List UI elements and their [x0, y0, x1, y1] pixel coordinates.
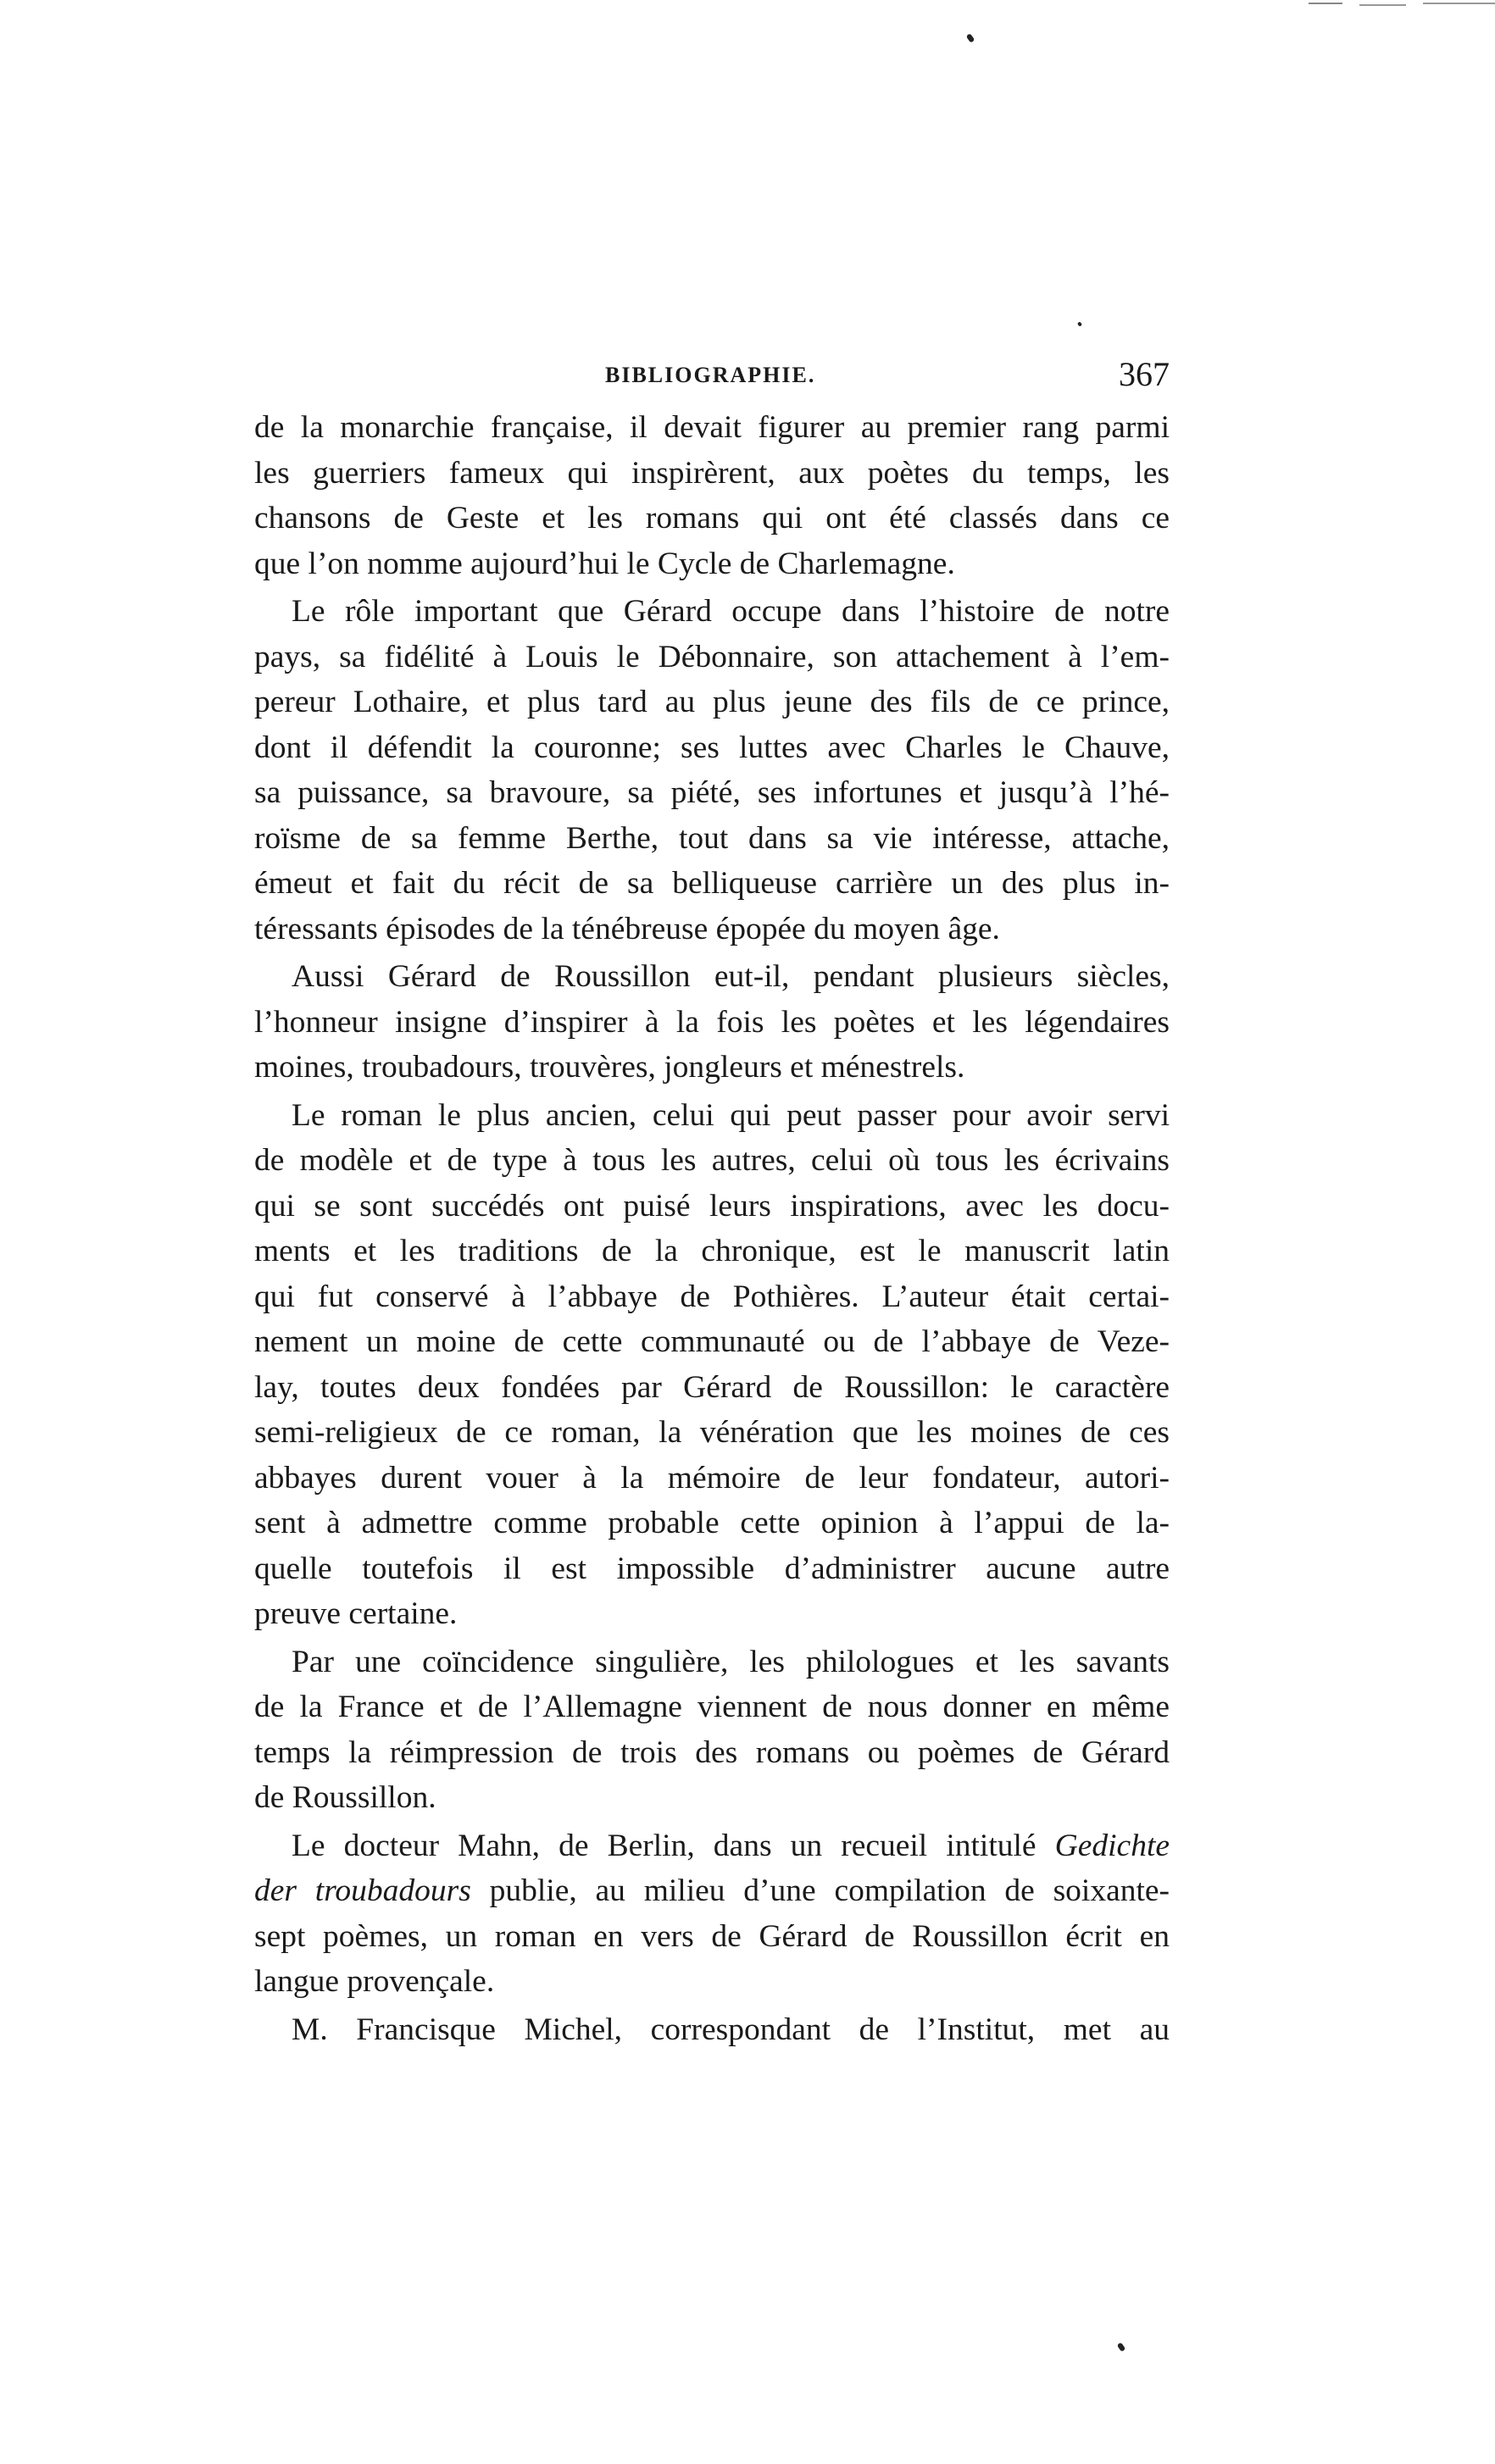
text-line: moines, troubadours, trouvères, jongleurs et ménestrels. — [254, 1050, 965, 1085]
paragraph — [254, 1640, 1170, 1821]
text-line: sent à admettre comme probable cette opinion à l’appui de la- — [254, 1506, 1170, 1540]
ink-speck — [966, 33, 975, 43]
text-line — [254, 1868, 1170, 1914]
text-line: qui fut conservé à l’abbaye de Pothières. L’auteur était certai- — [254, 1279, 1170, 1314]
text-line: M. Francisque Michel, correspondant de l’Institut, met au — [292, 2012, 1170, 2047]
text-line — [254, 1823, 1170, 1869]
text-line: chansons de Geste et les romans qui ont été classés dans ce — [254, 501, 1170, 536]
text-line: Par une coïncidence singulière, les philologues et les savants — [292, 1644, 1170, 1679]
text-line: dont il défendit la couronne; ses luttes avec Charles le Chauve, — [254, 730, 1170, 765]
text-line: pereur Lothaire, et plus tard au plus jeune des fils de ce prince, — [254, 685, 1170, 719]
italic-title: Gedichte — [1054, 1828, 1170, 1863]
text-line: l’honneur insigne d’inspirer à la fois les poètes et les légendaires — [254, 1004, 1170, 1040]
paragraph — [254, 954, 1170, 1090]
text-line: sa puissance, sa bravoure, sa piété, ses infortunes et jusqu’à l’hé- — [254, 775, 1170, 810]
text-line: que l’on nomme aujourd’hui le Cycle de Charlemagne. — [254, 546, 955, 581]
text-line: de la monarchie française, il devait figurer au premier rang parmi — [254, 410, 1170, 445]
text-line: quelle toutefois il est impossible d’administrer aucune autre — [254, 1551, 1170, 1586]
ink-speck — [1077, 321, 1082, 326]
page-number: 367 — [1119, 355, 1170, 393]
text-line: lay, toutes deux fondées par Gérard de Roussillon: le caractère — [254, 1369, 1170, 1405]
text-line: de Roussillon. — [254, 1780, 436, 1815]
text-line: de la France et de l’Allemagne viennent de nous donner en même — [254, 1690, 1170, 1724]
text-line: temps la réimpression de trois des romans ou poèmes de Gérard — [254, 1734, 1170, 1770]
text-line: sept poèmes, un roman en vers de Gérard de Roussillon écrit en — [254, 1918, 1170, 1954]
text-line: qui se sont succédés ont puisé leurs inspirations, avec les docu- — [254, 1188, 1170, 1224]
text-line: semi-religieux de ce roman, la vénération que les moines de ces — [254, 1415, 1170, 1450]
text-line: les guerriers fameux qui inspirèrent, aux poètes du temps, les — [254, 455, 1170, 491]
page-header — [254, 354, 1170, 405]
text-line: émeut et fait du récit de sa belliqueuse carrière un des plus in- — [254, 866, 1170, 901]
italic-title: der troubadours — [254, 1873, 471, 1908]
text-line: abbayes durent vouer à la mémoire de leur fondateur, autori- — [254, 1460, 1170, 1496]
text-line: nement un moine de cette communauté ou de l’abbaye de Veze- — [254, 1324, 1170, 1359]
paragraph — [254, 2007, 1170, 2053]
text-line: de modèle et de type à tous les autres, celui où tous les écrivains — [254, 1143, 1170, 1178]
text-line: ments et les traditions de la chronique, est le manuscrit latin — [254, 1234, 1170, 1268]
ink-speck — [1117, 2342, 1126, 2352]
text-run: Le docteur Mahn, de Berlin, dans un recueil intitulé — [292, 1828, 1036, 1863]
paragraph — [254, 405, 1170, 586]
text-line: téressants épisodes de la ténébreuse épopée du moyen âge. — [254, 911, 1000, 946]
text-line: roïsme de sa femme Berthe, tout dans sa vie intéresse, attache, — [254, 820, 1170, 856]
scan-edge-marks — [1224, 0, 1495, 17]
text-line: langue provençale. — [254, 1964, 495, 1999]
body-text — [254, 405, 1170, 2052]
running-head: BIBLIOGRAPHIE. — [605, 363, 816, 387]
text-line: preuve certaine. — [254, 1596, 458, 1631]
text-line: pays, sa fidélité à Louis le Débonnaire, son attachement à l’em- — [254, 639, 1170, 674]
paragraph — [254, 1823, 1170, 2005]
text-line: Aussi Gérard de Roussillon eut-il, pendant plusieurs siècles, — [292, 959, 1170, 994]
text-line: Le roman le plus ancien, celui qui peut passer pour avoir servi — [292, 1097, 1170, 1133]
paragraph — [254, 589, 1170, 952]
text-run: publie, au milieu d’une compilation de soixante- — [489, 1873, 1170, 1908]
paragraph — [254, 1093, 1170, 1637]
text-line: Le rôle important que Gérard occupe dans l’histoire de notre — [292, 594, 1170, 629]
